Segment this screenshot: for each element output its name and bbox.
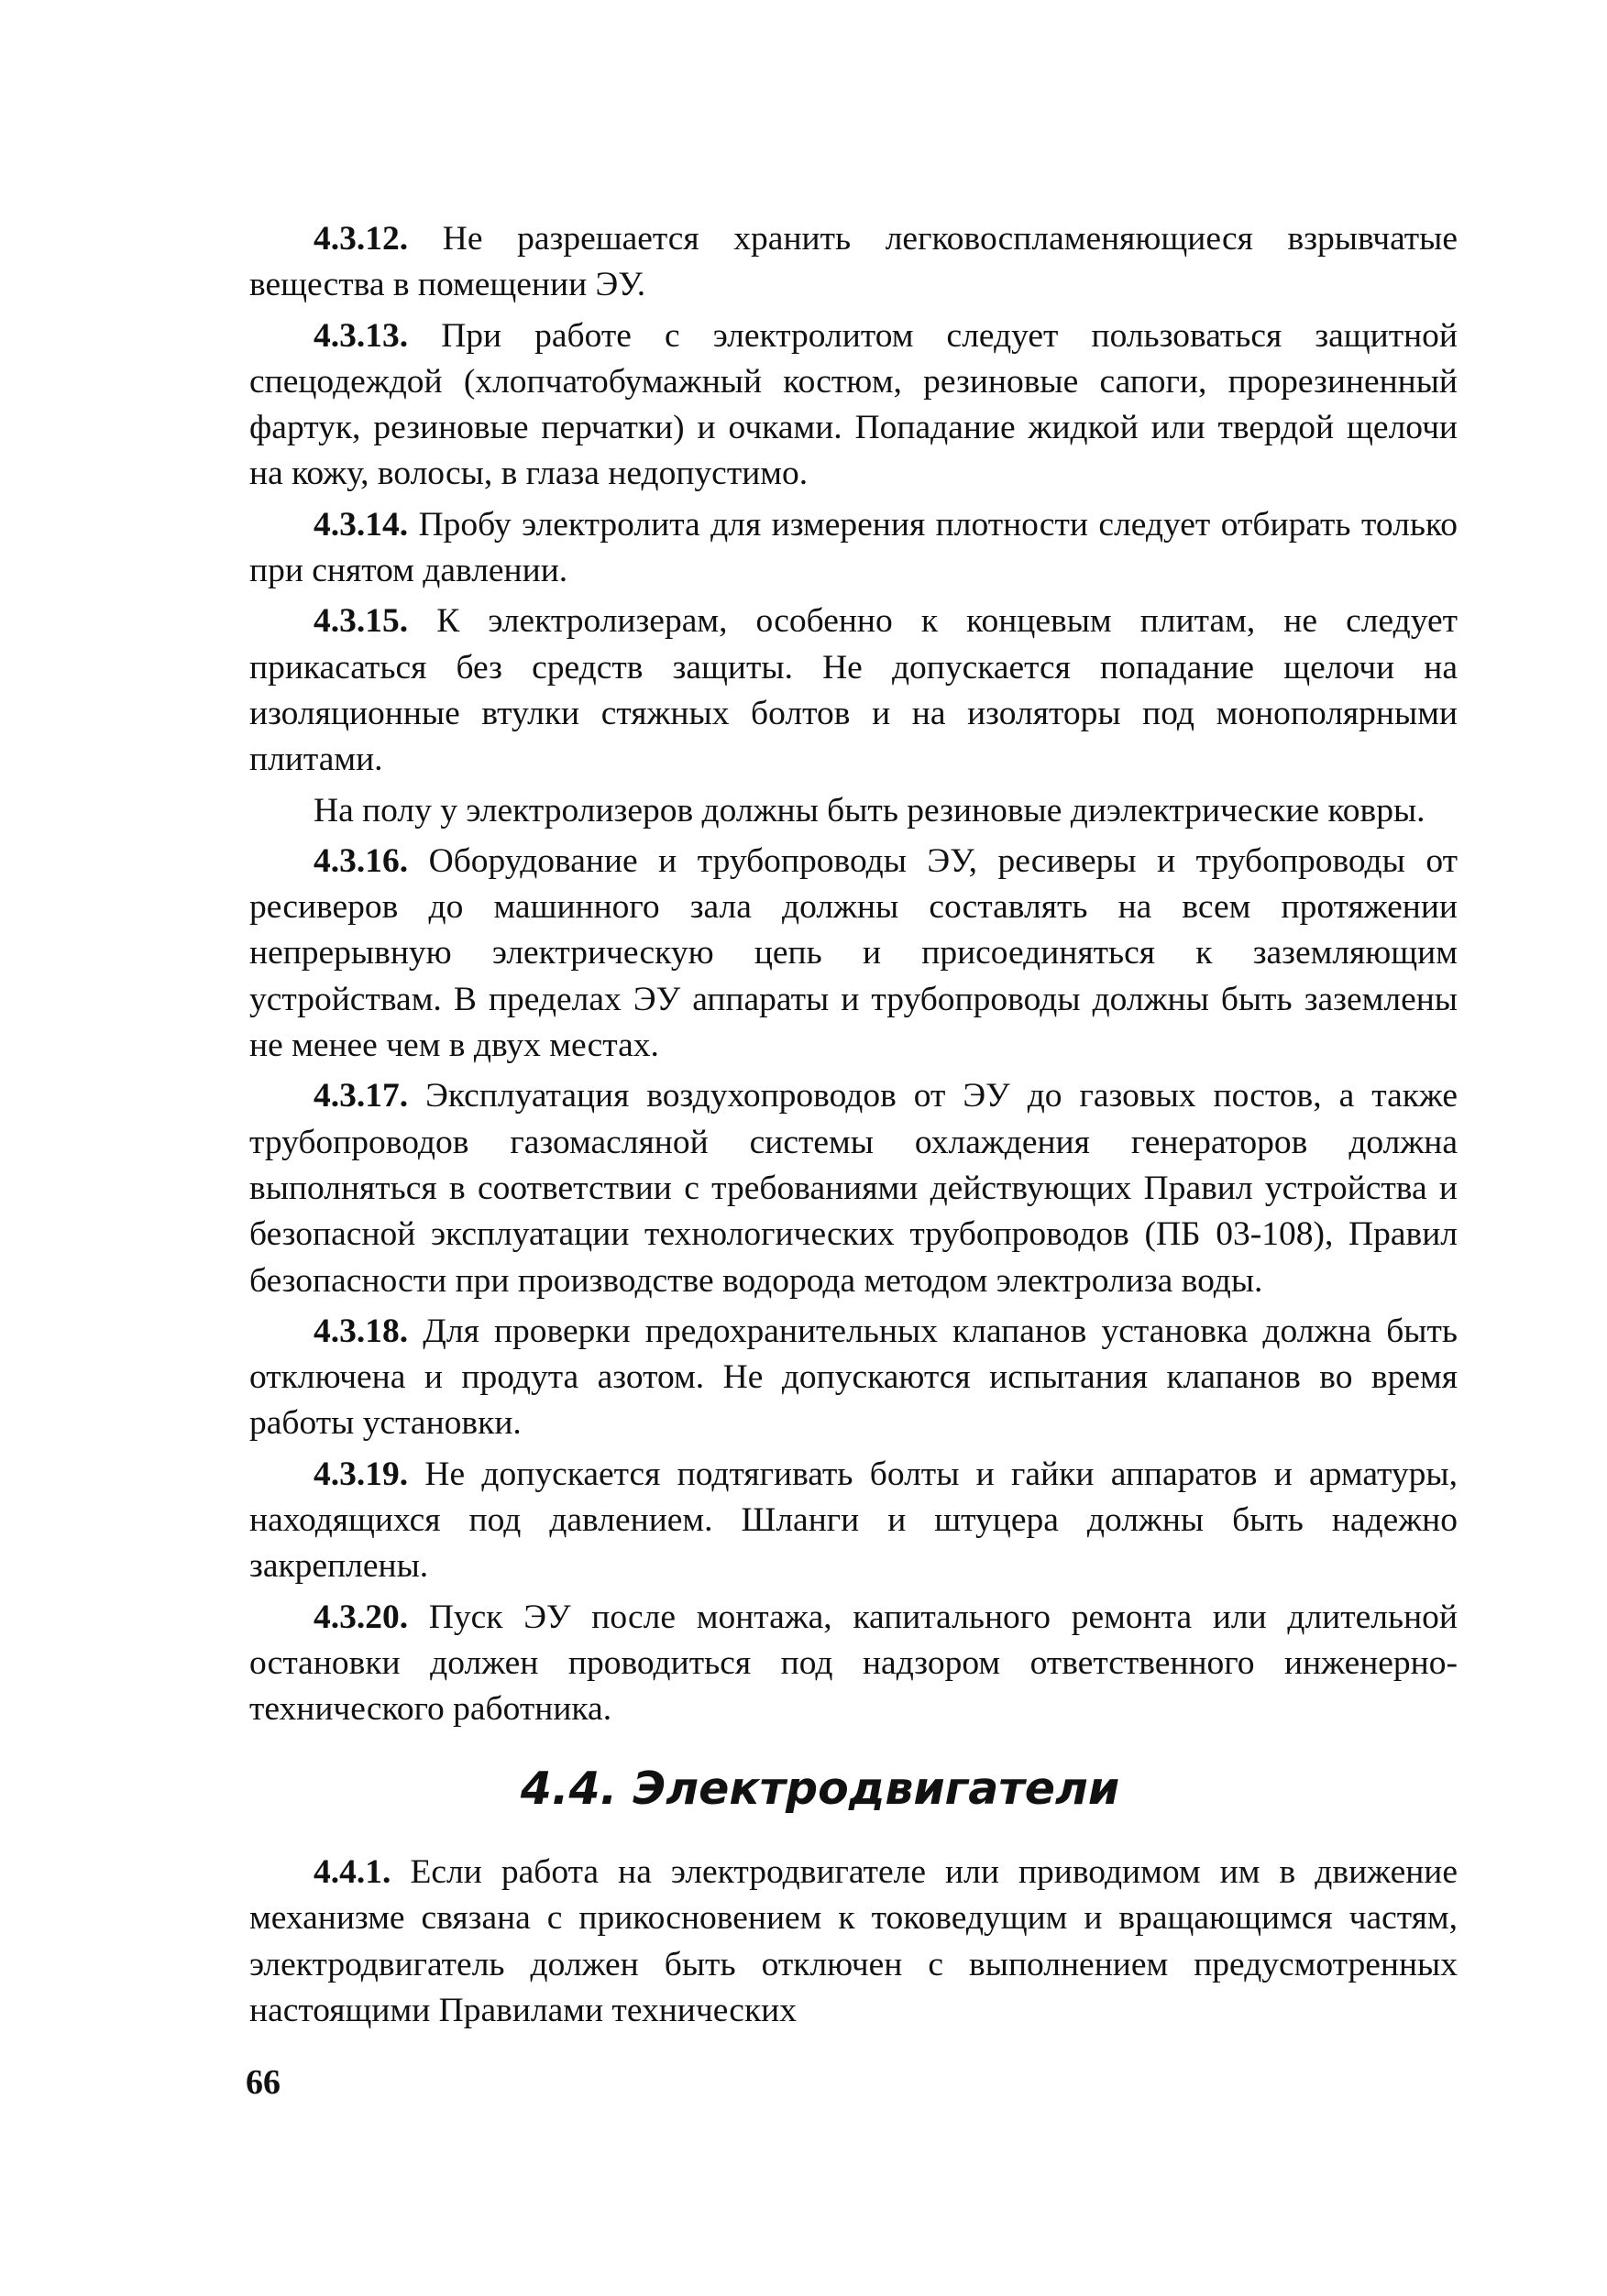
paragraph-text: Для проверки предохранительных клапанов установка должна быть отключена и продута азотом. Не допускаются испытания клапанов во время работы установки. (249, 1312, 1458, 1443)
paragraph-text: Пробу электролита для измерения плотности следует отбирать только при снятом давлении. (249, 505, 1458, 590)
paragraph-number: 4.3.13. (314, 316, 409, 355)
paragraph-text: При работе с электролитом следует пользоваться защитной спецодеждой (хлопчатобумажный костюм, резиновые сапоги, прорезиненный фартук, резиновые перчатки) и очками. Попадание жидкой или твердой щелочи на кожу, волосы, в глаза недопустимо. (249, 316, 1458, 493)
paragraph-text: Если работа на электродвигателе или приводимом им в движение механизме связана с прикосновением к токоведущим и вращающимся частям, электродвигатель должен быть отключен с выполнением предусмотренных настоящими Правилами технических (249, 1853, 1458, 2029)
paragraph-number: 4.3.15. (314, 602, 409, 641)
paragraph-text: Не разрешается хранить легковоспламеняющиеся взрывчатые вещества в помещении ЭУ. (249, 220, 1458, 304)
paragraph-4-3-19 (249, 1452, 1458, 1590)
paragraph-4-3-15 (249, 599, 1458, 783)
page-number: 66 (246, 2063, 281, 2102)
paragraph-number: 4.3.14. (314, 505, 409, 544)
paragraph-text: Оборудование и трубопроводы ЭУ, ресиверы и трубопроводы от ресиверов до машинного зала должны составлять на всем протяжении непрерывную электрическую цепь и присоединяться к заземляющим устройствам. В пределах ЭУ аппараты и трубопроводы должны быть заземлены не менее чем в двух местах. (249, 841, 1458, 1065)
paragraph-4-3-14 (249, 502, 1458, 595)
paragraph-number: 4.3.12. (314, 220, 409, 258)
body-text-lower (249, 1850, 1458, 2038)
paragraph-number: 4.3.18. (314, 1312, 409, 1350)
paragraph-4-3-13 (249, 313, 1458, 498)
paragraph-4-3-12 (249, 216, 1458, 309)
paragraph-number: 4.3.16. (314, 841, 409, 880)
paragraph-4-3-17 (249, 1073, 1458, 1303)
paragraph-number: 4.3.17. (314, 1077, 409, 1115)
body-text-upper (249, 216, 1458, 1738)
paragraph-number: 4.4.1. (314, 1853, 391, 1891)
paragraph-text: Пуск ЭУ после монтажа, капитального ремонта или длительной остановки должен проводиться под надзором ответственного инженерно-технического работника. (249, 1598, 1458, 1729)
section-heading: 4.4. Электродвигатели (520, 1763, 1120, 1815)
paragraph-number: 4.3.20. (314, 1598, 409, 1636)
paragraph-4-3-20 (249, 1595, 1458, 1733)
paragraph-number: 4.3.19. (314, 1455, 409, 1493)
paragraph-text: На полу у электролизеров должны быть резиновые диэлектрические ковры. (314, 791, 1425, 829)
paragraph-4-4-1 (249, 1850, 1458, 2034)
paragraph-4-3-15-continued (249, 788, 1458, 834)
paragraph-4-3-16 (249, 839, 1458, 1069)
paragraph-4-3-18 (249, 1309, 1458, 1447)
paragraph-text: К электролизерам, особенно к концевым плитам, не следует прикасаться без средств защиты. Не допускается попадание щелочи на изоляционные втулки стяжных болтов и на изоляторы под монополярными плитами. (249, 602, 1458, 779)
paragraph-text: Эксплуатация воздухопроводов от ЭУ до газовых постов, а также трубопроводов газомасляной системы охлаждения генераторов должна выполняться в соответствии с требованиями действующих Правил устройства и безопасной эксплуатации технологических трубопроводов (ПБ 03-108), Правил безопасности при производстве водорода методом электролиза воды. (249, 1077, 1458, 1300)
paragraph-text: Не допускается подтягивать болты и гайки аппаратов и арматуры, находящихся под давлением. Шланги и штуцера должны быть надежно закреплены. (249, 1455, 1458, 1586)
